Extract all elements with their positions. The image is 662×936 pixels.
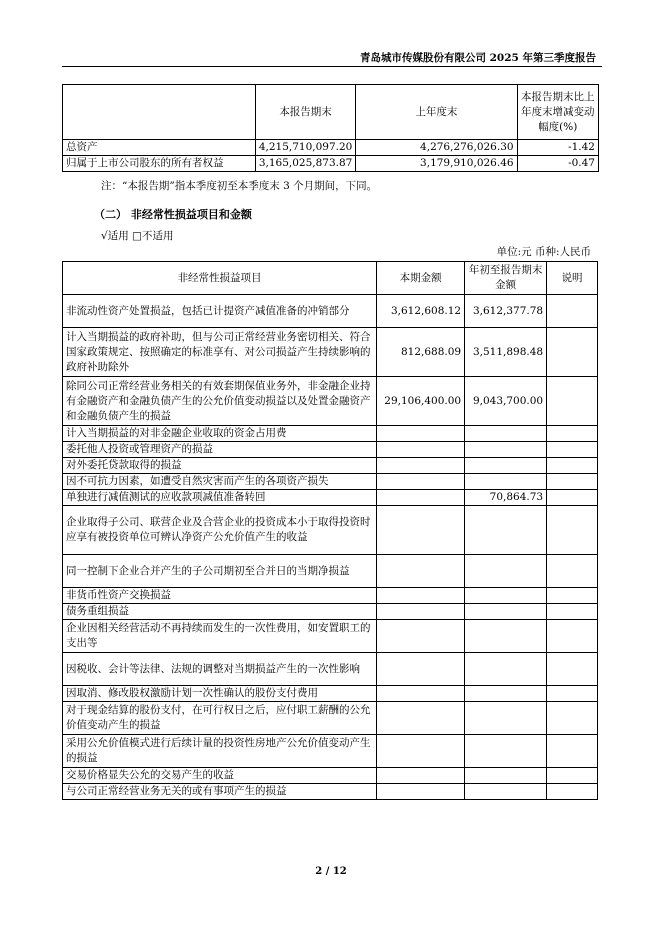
table-row [63,686,598,702]
cell-value [465,784,547,800]
cell-value [465,620,547,653]
table-row [63,377,598,426]
cell-note [547,702,598,735]
cell-value [377,426,465,442]
table-row [63,140,599,156]
row-label: 因不可抗力因素，如遭受自然灾害而产生的各项资产损失 [63,474,377,490]
cell-note [547,490,598,506]
cell-value: 29,106,400.00 [377,377,465,426]
table-row [63,735,598,768]
cell-value [465,442,547,458]
table-row [63,620,598,653]
header-cell: 年初至报告期末金额 [465,262,547,295]
cell-note [547,735,598,768]
row-label: 非货币性资产交换损益 [63,588,377,604]
table-row [63,490,598,506]
cell-value [377,702,465,735]
cell-note [547,653,598,686]
cell-value: 9,043,700.00 [465,377,547,426]
row-label: 除同公司正常经营业务相关的有效套期保值业务外，非金融企业持有金融资产和金融负债产生的公允价值变动损益以及处置金融资产和金融负债产生的损益 [63,377,377,426]
table-row [63,555,598,588]
row-label: 计入当期损益的对非金融企业收取的资金占用费 [63,426,377,442]
cell-note [547,426,598,442]
cell-note [547,458,598,474]
row-label: 采用公允价值模式进行后续计量的投资性房地产公允价值变动产生的损益 [63,735,377,768]
cell-note [547,604,598,620]
row-label: 同一控制下企业合并产生的子公司期初至合并日的当期净损益 [63,555,377,588]
table-row [63,328,598,377]
cell-value: 3,612,377.78 [465,295,547,328]
cell-note [547,686,598,702]
table-row [63,506,598,555]
row-label: 委托他人投资或管理资产的损益 [63,442,377,458]
cell-value [465,474,547,490]
cell-value: 812,688.09 [377,328,465,377]
cell-value: 3,179,910,026.46 [356,156,517,172]
cell-value [465,653,547,686]
cell-value [377,784,465,800]
cell-value [465,555,547,588]
table-header-row [63,262,598,295]
cell-value [377,686,465,702]
cell-value [377,555,465,588]
cell-value: 70,864.73 [465,490,547,506]
row-label: 因税收、会计等法律、法规的调整对当期损益产生的一次性影响 [63,653,377,686]
header-cell: 本报告期末 [255,85,356,140]
nonrecurring-items-table [62,261,598,800]
cell-value [465,686,547,702]
row-label: 对于现金结算的股份支付，在可行权日之后，应付职工薪酬的公允价值变动产生的损益 [63,702,377,735]
balance-summary-table [62,84,599,172]
cell-note [547,442,598,458]
row-label: 因取消、修改股权激励计划一次性确认的股份支付费用 [63,686,377,702]
table-row [63,588,598,604]
cell-value: 3,511,898.48 [465,328,547,377]
header-divider [62,66,602,67]
header-cell: 上年度末 [356,85,517,140]
cell-note [547,784,598,800]
cell-value [377,653,465,686]
table-row [63,426,598,442]
cell-value [465,735,547,768]
cell-value [377,458,465,474]
cell-note [547,377,598,426]
page-number: 2 / 12 [315,866,347,877]
cell-value [465,588,547,604]
applicability-checkboxes: √适用 □不适用 [101,230,174,242]
report-header: 青岛城市传媒股份有限公司 2025 年第三季度报告 [359,52,596,64]
cell-note [547,506,598,555]
cell-value [377,490,465,506]
row-label: 对外委托贷款取得的损益 [63,458,377,474]
cell-value [377,620,465,653]
cell-value [465,702,547,735]
table-row [63,604,598,620]
table-header-row [63,85,599,140]
cell-value [377,474,465,490]
row-label: 交易价格显失公允的交易产生的收益 [63,768,377,784]
header-cell: 本报告期末比上年度末增减变动幅度(%) [517,85,598,140]
cell-note [547,588,598,604]
table-row [63,653,598,686]
table-row [63,295,598,328]
cell-note [547,620,598,653]
cell-value [465,506,547,555]
period-note: 注：“本报告期”指本季度初至本季度末 3 个月期间，下同。 [101,180,378,192]
cell-value: -0.47 [517,156,598,172]
row-label: 计入当期损益的政府补助，但与公司正常经营业务密切相关、符合国家政策规定、按照确定的标准享有、对公司损益产生持续影响的政府补助除外 [63,328,377,377]
row-label: 总资产 [63,140,256,156]
row-label: 企业取得子公司、联营企业及合营企业的投资成本小于取得投资时应享有被投资单位可辨认净资产公允价值产生的收益 [63,506,377,555]
header-cell: 本期金额 [377,262,465,295]
cell-value [465,768,547,784]
cell-value: 3,165,025,873.87 [255,156,356,172]
cell-note [547,555,598,588]
row-label: 非流动性资产处置损益，包括已计提资产减值准备的冲销部分 [63,295,377,328]
cell-value: 3,612,608.12 [377,295,465,328]
table-row [63,474,598,490]
header-cell [63,85,256,140]
header-cell: 说明 [547,262,598,295]
cell-value [377,442,465,458]
cell-note [547,768,598,784]
row-label: 与公司正常经营业务无关的或有事项产生的损益 [63,784,377,800]
table-row [63,442,598,458]
table-row [63,768,598,784]
cell-value: -1.42 [517,140,598,156]
cell-value [465,604,547,620]
currency-unit-label: 单位:元 币种:人民币 [496,246,591,258]
section-title: （二） 非经常性损益项目和金额 [94,208,252,221]
table-row [63,702,598,735]
table-row [63,784,598,800]
row-label: 单独进行减值测试的应收款项减值准备转回 [63,490,377,506]
cell-value [377,604,465,620]
cell-note [547,295,598,328]
cell-note [547,328,598,377]
cell-value [377,506,465,555]
cell-value: 4,276,276,026.30 [356,140,517,156]
cell-value [465,426,547,442]
cell-value: 4,215,710,097.20 [255,140,356,156]
header-cell: 非经常性损益项目 [63,262,377,295]
row-label: 归属于上市公司股东的所有者权益 [63,156,256,172]
table-row [63,156,599,172]
cell-value [377,735,465,768]
cell-note [547,474,598,490]
cell-value [377,588,465,604]
cell-value [465,458,547,474]
row-label: 企业因相关经营活动不再持续而发生的一次性费用，如安置职工的支出等 [63,620,377,653]
cell-value [377,768,465,784]
table-row [63,458,598,474]
row-label: 债务重组损益 [63,604,377,620]
